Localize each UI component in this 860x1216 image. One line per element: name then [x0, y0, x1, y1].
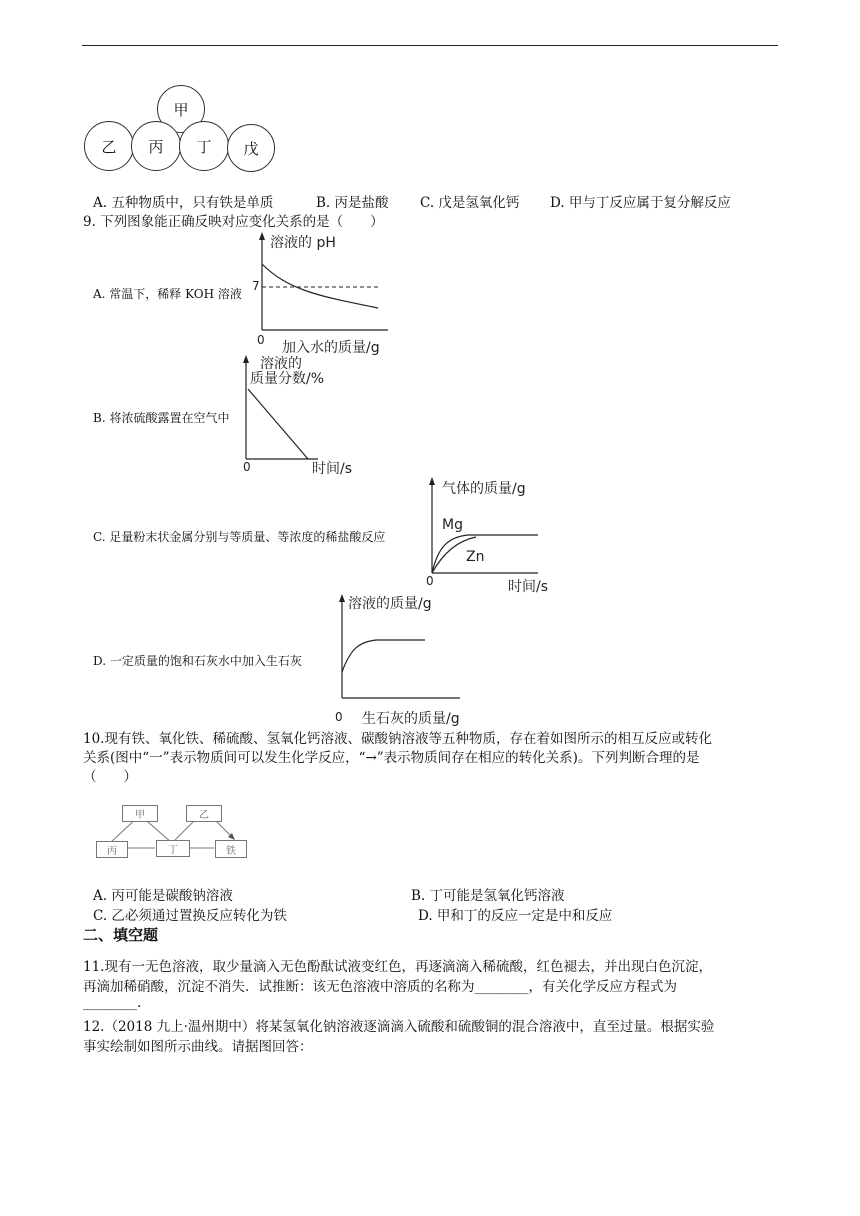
q9-stem: 9. 下列图象能正确反映对应变化关系的是（ ）: [83, 214, 384, 230]
q9-option-a: A. 常温下，稀释 KOH 溶液: [93, 287, 242, 301]
circle-bing: 丙: [131, 121, 181, 171]
graph-a-xlabel: 加入水的质量/g: [282, 340, 380, 356]
q12-line1: 12.（2018 九上·温州期中）将某氢氧化钠溶液逐滴滴入硫酸和硫酸铜的混合溶液中，直至过量。根据实验: [83, 1019, 715, 1035]
graph-d-ylabel: 溶液的质量/g: [348, 596, 432, 612]
graph-c-series-zn: Zn: [466, 549, 485, 565]
q10-option-c: C. 乙必须通过置换反应转化为铁: [93, 908, 287, 924]
graph-b-xlabel: 时间/s: [312, 461, 353, 477]
graph-b-ylabel2: 质量分数/%: [250, 371, 325, 387]
graph-a-origin: 0: [257, 333, 265, 347]
graph-d: [330, 592, 480, 726]
section-title-fill-in: 二、填空题: [83, 926, 159, 944]
graph-b-ylabel1: 溶液的: [260, 356, 302, 372]
q10-stem-line2: 关系(图中“一”表示物质间可以发生化学反应，“→”表示物质间存在相应的转化关系)。下列判断合理的是: [83, 750, 700, 766]
q11-line2: 再滴加稀硝酸，沉淀不消失．试推断：该无色溶液中溶质的名称为________，有关化学反应方程式为: [83, 979, 677, 995]
q8-option-a: A. 五种物质中，只有铁是单质: [93, 195, 274, 211]
q10-box-ding: 丁: [156, 840, 190, 857]
q10-box-yi: 乙: [186, 805, 222, 822]
q9-option-b: B. 将浓硫酸露置在空气中: [93, 411, 230, 425]
graph-b-origin: 0: [243, 460, 251, 474]
graph-c-xlabel: 时间/s: [508, 579, 549, 595]
graph-a-ytick: 7: [252, 279, 260, 293]
q9-option-c: C. 足量粉末状金属分别与等质量、等浓度的稀盐酸反应: [93, 530, 386, 544]
q10-option-a: A. 丙可能是碳酸钠溶液: [93, 888, 233, 904]
graph-c: [420, 475, 560, 597]
graph-d-origin: 0: [335, 710, 343, 724]
q10-option-b: B. 丁可能是氢氧化钙溶液: [411, 888, 565, 904]
circle-wu: 戊: [227, 124, 275, 172]
circle-yi: 乙: [84, 121, 134, 171]
graph-a: [248, 230, 398, 358]
header-rule: [82, 45, 778, 46]
circle-jia: 甲: [157, 85, 205, 133]
graph-a-ylabel: 溶液的 pH: [270, 235, 336, 251]
q10-box-bing: 丙: [96, 841, 128, 858]
graph-c-ylabel: 气体的质量/g: [442, 481, 526, 497]
q11-line1: 11.现有一无色溶液，取少量滴入无色酚酞试液变红色，再逐滴滴入稀硫酸，红色褪去，并出现白色沉淀，: [83, 959, 712, 975]
q8-option-d: D. 甲与丁反应属于复分解反应: [550, 195, 731, 211]
q10-box-jia: 甲: [122, 805, 158, 822]
graph-c-series-mg: Mg: [442, 517, 463, 533]
q10-box-tie: 铁: [215, 840, 247, 858]
q10-option-d: D. 甲和丁的反应一定是中和反应: [418, 908, 613, 924]
q8-option-b: B. 丙是盐酸: [316, 195, 389, 211]
q10-stem-line3: （ ）: [83, 769, 137, 785]
graph-b: [238, 353, 353, 477]
q10-diagram-lines: [90, 795, 260, 870]
q9-option-d: D. 一定质量的饱和石灰水中加入生石灰: [93, 654, 302, 668]
circle-ding: 丁: [179, 121, 229, 171]
q8-option-c: C. 戊是氢氧化钙: [420, 195, 520, 211]
q10-stem-line1: 10.现有铁、氧化铁、稀硫酸、氢氧化钙溶液、碳酸钠溶液等五种物质，存在着如图所示的相互反应或转化: [83, 731, 712, 747]
q11-line3: ________.: [83, 995, 142, 1011]
q12-line2: 事实绘制如图所示曲线。请据图回答：: [83, 1039, 313, 1055]
graph-c-origin: 0: [426, 574, 434, 588]
graph-d-xlabel: 生石灰的质量/g: [362, 711, 460, 727]
